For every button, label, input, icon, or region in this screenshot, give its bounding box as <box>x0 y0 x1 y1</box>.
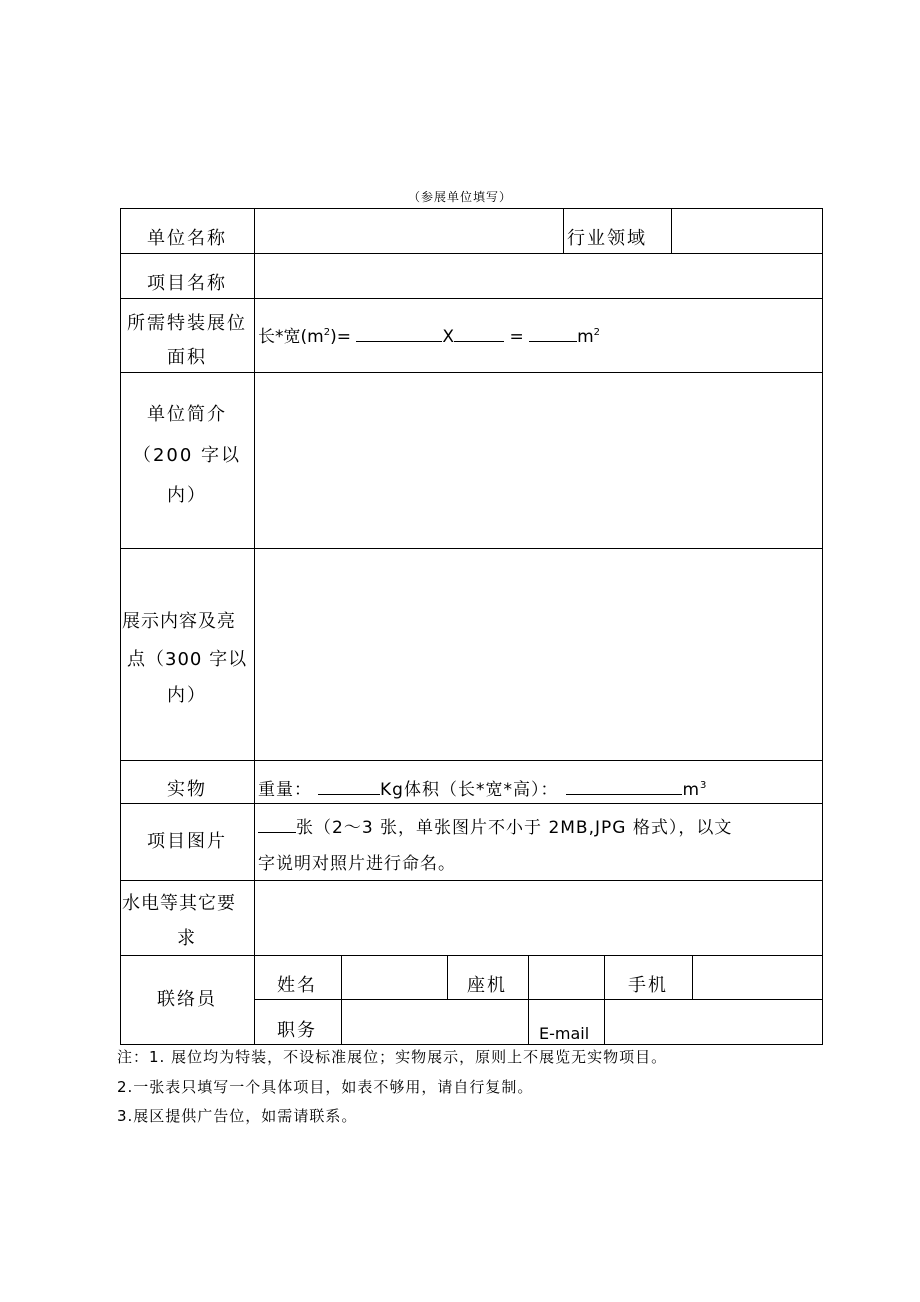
intro-label-line2: （200 字以 <box>132 445 242 466</box>
area-prefix: 长*宽(m <box>258 327 324 347</box>
area-eq: = <box>509 327 524 347</box>
contact-name-field[interactable] <box>343 957 446 998</box>
images-text-line1 <box>258 818 732 838</box>
intro-label-line1: 单位简介 <box>147 404 227 425</box>
contact-email-label: E-mail <box>539 1024 590 1043</box>
contact-name-label: 姓名 <box>277 975 317 996</box>
area-sup: 2 <box>323 327 331 338</box>
volume-unit-sup: 3 <box>700 780 708 791</box>
images-label: 项目图片 <box>147 831 227 852</box>
exhibit-field[interactable] <box>256 550 821 759</box>
industry-field[interactable] <box>673 210 821 252</box>
area-width-blank[interactable] <box>454 327 504 342</box>
exhibit-label-line3: 内） <box>167 685 207 706</box>
area-unit-sup: 2 <box>593 327 601 338</box>
industry-label: 行业领域 <box>567 228 647 249</box>
intro-field[interactable] <box>256 374 821 547</box>
volume-label: 体积（长*宽*高）： <box>403 780 559 800</box>
unit-name-label: 单位名称 <box>147 228 227 249</box>
project-name-field[interactable] <box>256 255 821 297</box>
contact-landline-field[interactable] <box>530 957 603 998</box>
images-text: 张（2～3 张，单张图片不小于 2MB,JPG 格式），以文 <box>296 818 733 838</box>
exhibit-label-line2: 点（300 字以 <box>127 649 248 670</box>
unit-name-field[interactable] <box>256 210 562 252</box>
note-2: 2.一张表只填写一个具体项目，如表不够用，请自行复制。 <box>117 1078 534 1096</box>
booth-area-label-line2: 面积 <box>167 347 207 368</box>
weight-unit: Kg <box>380 780 404 800</box>
note-3: 3.展区提供广告位，如需请联系。 <box>117 1107 358 1125</box>
area-mid: )= <box>330 327 351 347</box>
note-1: 注：1. 展位均为特装，不设标准展位；实物展示，原则上不展览无实物项目。 <box>117 1048 668 1066</box>
project-name-label: 项目名称 <box>147 273 227 294</box>
weight-label: 重量： <box>258 780 312 800</box>
images-text-line2: 字说明对照片进行命名。 <box>258 854 456 874</box>
utilities-field[interactable] <box>256 882 821 954</box>
images-count-blank[interactable] <box>258 818 296 833</box>
contact-position-field[interactable] <box>343 1001 527 1043</box>
area-total-blank[interactable] <box>529 327 577 342</box>
contact-mobile-field[interactable] <box>694 957 821 998</box>
contact-position-label: 职务 <box>277 1020 317 1041</box>
weight-blank[interactable] <box>318 780 380 795</box>
booth-area-label-line1: 所需特装展位 <box>127 313 247 334</box>
volume-blank[interactable] <box>566 780 682 795</box>
contact-email-field[interactable] <box>606 1001 821 1043</box>
physical-specs <box>258 780 707 800</box>
contact-label: 联络员 <box>157 989 217 1010</box>
contact-landline-label: 座机 <box>467 975 507 996</box>
area-unit: m <box>577 327 594 347</box>
utilities-label-line1: 水电等其它要 <box>122 893 236 914</box>
exhibit-label-line1: 展示内容及亮 <box>122 611 236 632</box>
physical-label: 实物 <box>167 779 207 800</box>
volume-unit: m <box>682 780 701 800</box>
intro-label-line3: 内） <box>167 485 207 506</box>
contact-mobile-label: 手机 <box>628 975 668 996</box>
area-length-blank[interactable] <box>356 327 442 342</box>
area-x: X <box>442 327 455 347</box>
utilities-label-line2: 求 <box>177 928 197 949</box>
form-caption: （参展单位填写） <box>407 190 512 204</box>
booth-area-formula <box>258 327 600 347</box>
